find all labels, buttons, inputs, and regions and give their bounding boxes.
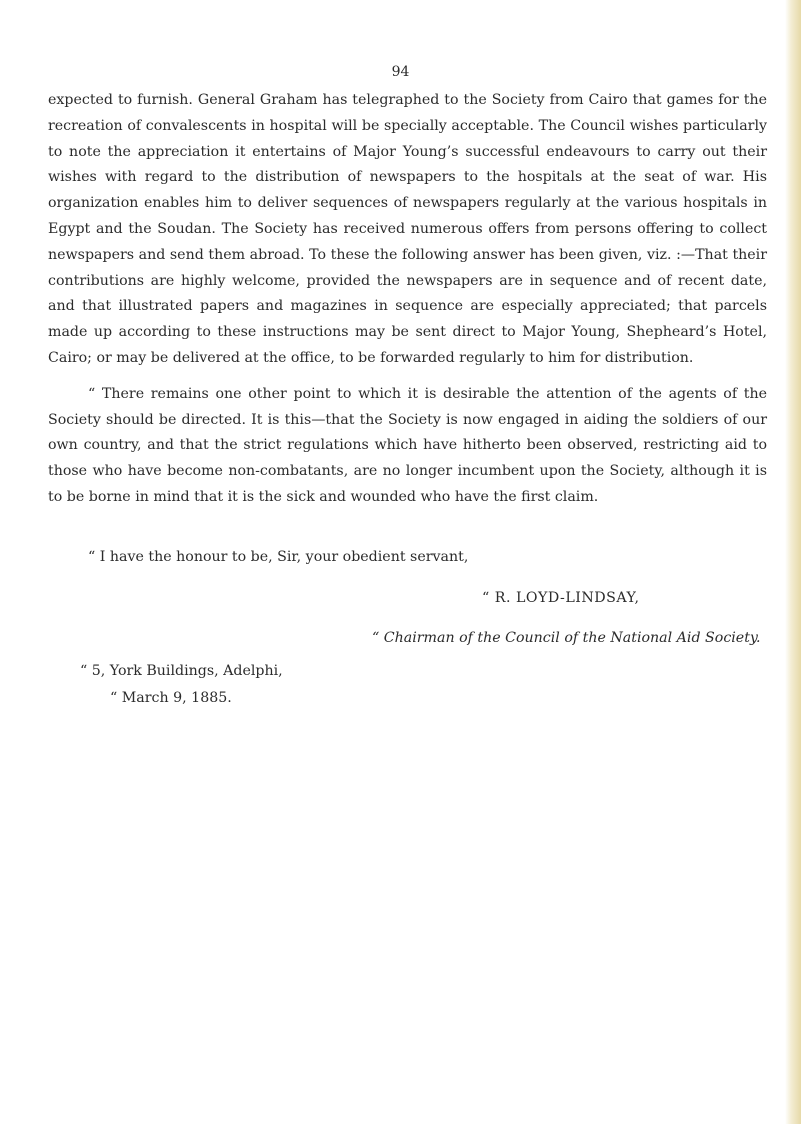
address: “ 5, York Buildings, Adelphi, [80, 663, 283, 679]
paragraph-1: expected to furnish. General Graham has telegraphed to the Society from Cairo that games for the recreation of convalescents in hospital will be specially acceptable. The Council wishes particularly to note the appreciation it entertains of Major Young’s successful endeavours to carry out their wishes with regard to the distribution of newspapers to the hospitals at the seat of war. His organization enables him to deliver sequences of newspapers regularly at the various hospitals in Egypt and the Soudan. The Society has received numerous offers from persons offering to collect newspapers and send them abroad. To these the following answer has been given, viz. :—That their contributions are highly welcome, provided the newspapers are in sequence and of recent date, and that illustrated papers and magazines in sequence are especially appreciated; that parcels made up according to these instructions may be sent direct to Major Young, Shepheard’s Hotel, Cairo; or may be delivered at the office, to be forwarded regularly to him for distribution. [48, 92, 767, 366]
salutation: “ I have the honour to be, Sir, your obedient servant, [88, 549, 469, 565]
date: “ March 9, 1885. [110, 690, 232, 706]
signatory-title: “ Chairman of the Council of the National Aid Society. [372, 630, 761, 646]
page-edge-shading [785, 0, 801, 1124]
body-text [48, 88, 767, 511]
page-number: 94 [391, 64, 410, 80]
signature: “ R. LOYD-LINDSAY, [482, 590, 640, 606]
paragraph-2: “ There remains one other point to which it is desirable the attention of the agents of the Society should be directed. It is this—that the Society is now engaged in aiding the soldiers of our own country, and that the strict regulations which have hitherto been observed, restricting aid to those who have become non-combatants, are no longer incumbent upon the Society, although it is to be borne in mind that it is the sick and wounded who have the first claim. [48, 385, 767, 505]
